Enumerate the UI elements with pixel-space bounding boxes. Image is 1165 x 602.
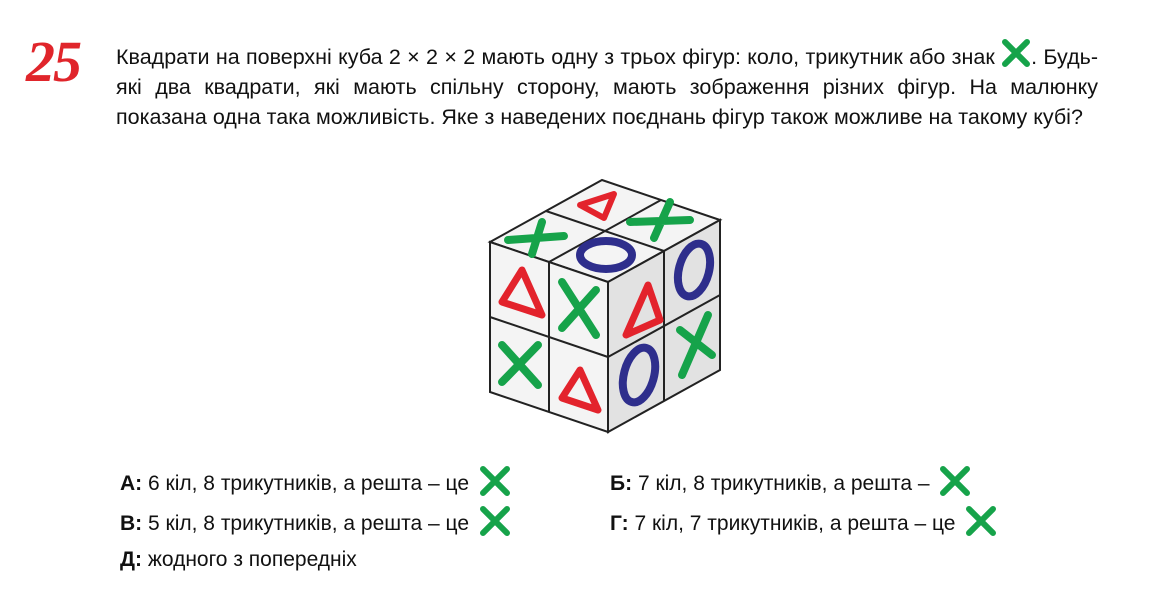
cross-icon — [1001, 38, 1031, 68]
problem-number: 25 — [26, 29, 80, 94]
option-text: 5 кіл, 8 трикутників, а решта – це — [148, 512, 469, 535]
option-c[interactable] — [120, 506, 511, 536]
option-a[interactable] — [120, 466, 511, 496]
option-letter: Б: — [610, 472, 633, 495]
cube-illustration — [480, 170, 740, 440]
option-text: 7 кіл, 7 трикутників, а решта – це — [634, 512, 956, 535]
cross-icon — [965, 506, 997, 536]
option-e[interactable] — [120, 548, 357, 572]
cross-icon — [479, 506, 511, 536]
option-d[interactable] — [610, 506, 997, 536]
cross-icon — [479, 466, 511, 496]
option-letter: Г: — [610, 512, 629, 535]
option-text: 7 кіл, 8 трикутників, а решта – — [637, 472, 930, 495]
option-letter: А: — [120, 472, 143, 495]
question-text-part1: Квадрати на поверхні куба 2 × 2 × 2 мають одну з трьох фігур: коло, трикутник або знак — [116, 45, 995, 69]
question-text-part2: . Будь-які два квадрати, які мають спільну сторону, мають зображення різних фігур. На малюнку показана одна така можливість. Яке з наведених поєднань фігур також можливе на такому кубі? — [116, 45, 1098, 129]
option-text: 6 кіл, 8 трикутників, а решта – це — [148, 472, 469, 495]
option-letter: Д: — [120, 548, 142, 571]
cross-icon — [939, 466, 971, 496]
option-letter: В: — [120, 512, 143, 535]
question-text — [116, 38, 1098, 132]
option-text: жодного з попередніх — [147, 548, 357, 571]
option-b[interactable] — [610, 466, 971, 496]
